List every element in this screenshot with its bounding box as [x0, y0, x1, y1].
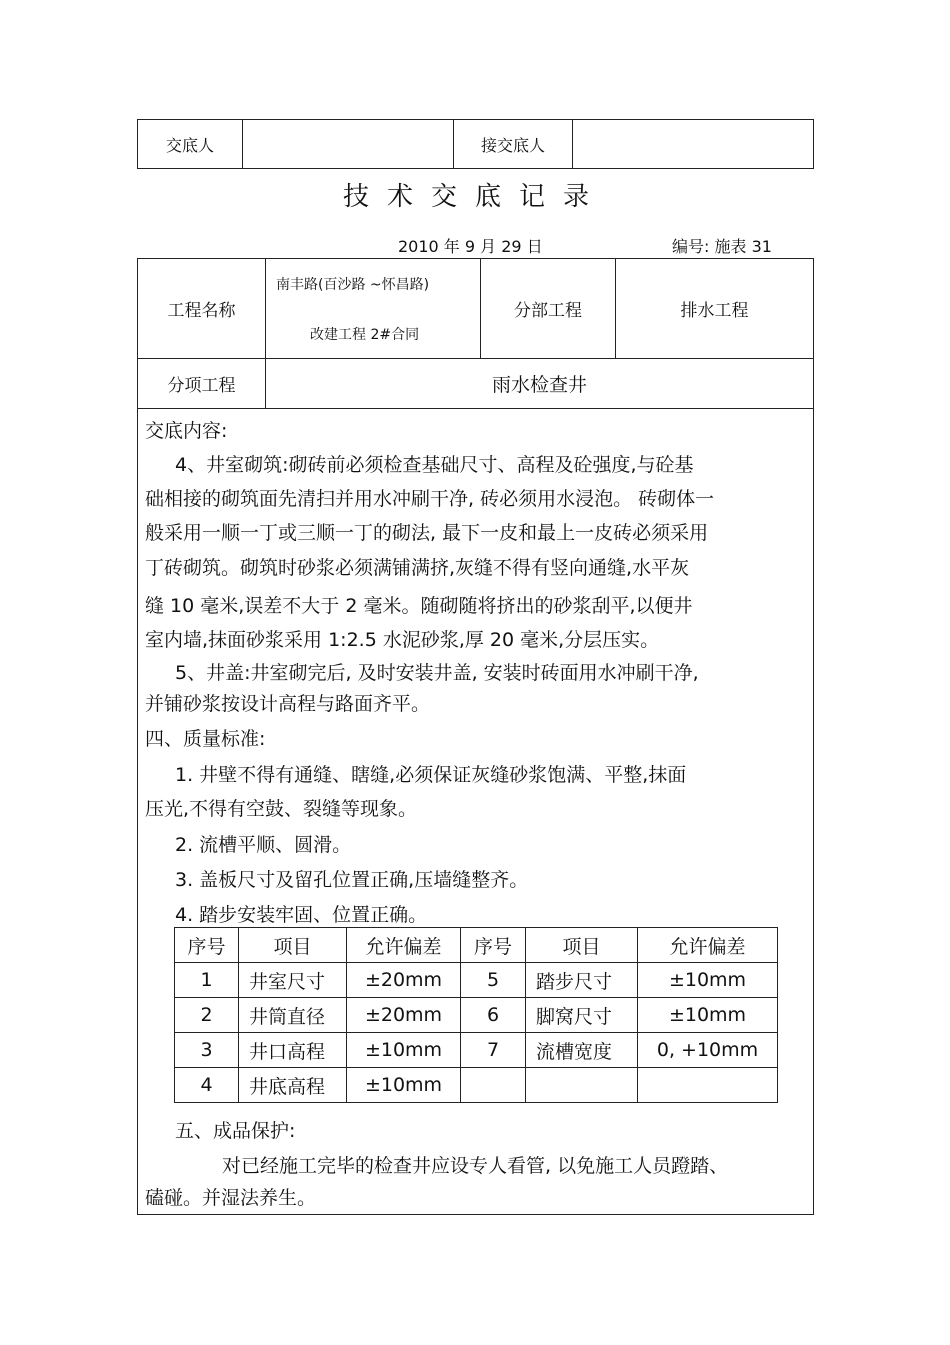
page-title: 技术交底记录 — [342, 182, 607, 212]
division-label: 分部工程 — [481, 259, 616, 359]
content-line: 础相接的砌筑面先清扫并用水冲刷干净, 砖必须用水浸泡。 砖砌体一 — [145, 488, 715, 510]
table-row — [175, 963, 778, 998]
project-name-cell — [266, 259, 481, 359]
table-cell: 2 — [175, 998, 239, 1033]
column-header: 允许偏差 — [347, 928, 461, 963]
section-heading-quality: 四、质量标准: — [145, 728, 266, 750]
table-cell: ±20mm — [347, 998, 461, 1033]
table-cell: ±10mm — [638, 998, 778, 1033]
table-cell: 脚窝尺寸 — [526, 998, 638, 1033]
content-line: 般采用一顺一丁或三顺一丁的砌法, 最下一皮和最上一皮砖必须采用 — [145, 522, 709, 544]
table-cell: 井口高程 — [239, 1033, 347, 1068]
table-cell: 7 — [461, 1033, 526, 1068]
table-cell: 井筒直径 — [239, 998, 347, 1033]
handover-value — [243, 120, 454, 169]
receiver-value — [573, 120, 814, 169]
protection-line: 对已经施工完毕的检查井应设专人看管, 以免施工人员蹬踏、 — [222, 1155, 729, 1177]
content-line: 室内墙,抹面砂浆采用 1:2.5 水泥砂浆,厚 20 毫米,分层压实。 — [145, 629, 660, 651]
content-line: 缝 10 毫米,误差不大于 2 毫米。随砌随将挤出的砂浆刮平,以便井 — [145, 595, 693, 617]
table-cell: ±10mm — [638, 963, 778, 998]
content-line: 3. 盖板尺寸及留孔位置正确,压墙缝整齐。 — [175, 869, 529, 891]
content-line: 丁砖砌筑。砌筑时砂浆必须满铺满挤,灰缝不得有竖向通缝,水平灰 — [145, 557, 690, 579]
table-cell: 5 — [461, 963, 526, 998]
subitem-label: 分项工程 — [138, 359, 266, 409]
record-number: 编号: 施表 31 — [672, 237, 772, 256]
table-header-row — [175, 928, 778, 963]
table-cell: ±10mm — [347, 1068, 461, 1103]
protection-line: 磕碰。并湿法养生。 — [145, 1187, 317, 1209]
table-cell: 3 — [175, 1033, 239, 1068]
handover-label: 交底人 — [138, 120, 243, 169]
table-cell — [638, 1068, 778, 1103]
table-cell: 1 — [175, 963, 239, 998]
table-cell: 4 — [175, 1068, 239, 1103]
table-cell — [526, 1068, 638, 1103]
content-line: 1. 井壁不得有通缝、瞎缝,必须保证灰缝砂浆饱满、平整,抹面 — [175, 764, 687, 786]
table-cell: ±20mm — [347, 963, 461, 998]
table-cell: 踏步尺寸 — [526, 963, 638, 998]
project-name-line2: 改建工程 2#合同 — [310, 327, 420, 343]
handover-table — [137, 119, 814, 169]
content-line: 并铺砂浆按设计高程与路面齐平。 — [145, 693, 431, 715]
table-cell — [461, 1068, 526, 1103]
table-cell: 0, +10mm — [638, 1033, 778, 1068]
project-name-label: 工程名称 — [138, 259, 266, 359]
content-line: 4. 踏步安装牢固、位置正确。 — [175, 904, 428, 926]
content-line: 5、井盖:井室砌完后, 及时安装井盖, 安装时砖面用水冲刷干净, — [175, 662, 699, 684]
table-cell: ±10mm — [347, 1033, 461, 1068]
column-header: 项目 — [239, 928, 347, 963]
table-row — [175, 998, 778, 1033]
content-heading: 交底内容: — [145, 420, 228, 442]
project-name-line1: 南丰路(百沙路 ~怀昌路) — [276, 277, 430, 293]
section-heading-protection: 五、成品保护: — [175, 1120, 296, 1142]
table-cell: 井室尺寸 — [239, 963, 347, 998]
table-row — [175, 1068, 778, 1103]
table-cell: 6 — [461, 998, 526, 1033]
column-header: 允许偏差 — [638, 928, 778, 963]
subitem-value: 雨水检查井 — [266, 359, 814, 409]
table-cell: 井底高程 — [239, 1068, 347, 1103]
content-line: 4、井室砌筑:砌砖前必须检查基础尺寸、高程及砼强度,与砼基 — [175, 454, 694, 476]
table-row — [175, 1033, 778, 1068]
quality-table — [174, 927, 778, 1103]
receiver-label: 接交底人 — [454, 120, 573, 169]
content-line: 2. 流槽平顺、圆滑。 — [175, 834, 352, 856]
division-value: 排水工程 — [616, 259, 814, 359]
table-cell: 流槽宽度 — [526, 1033, 638, 1068]
column-header: 序号 — [461, 928, 526, 963]
project-info-table — [137, 258, 814, 409]
content-line: 压光,不得有空鼓、裂缝等现象。 — [145, 798, 418, 820]
record-date: 2010 年 9 月 29 日 — [398, 237, 543, 256]
column-header: 项目 — [526, 928, 638, 963]
column-header: 序号 — [175, 928, 239, 963]
